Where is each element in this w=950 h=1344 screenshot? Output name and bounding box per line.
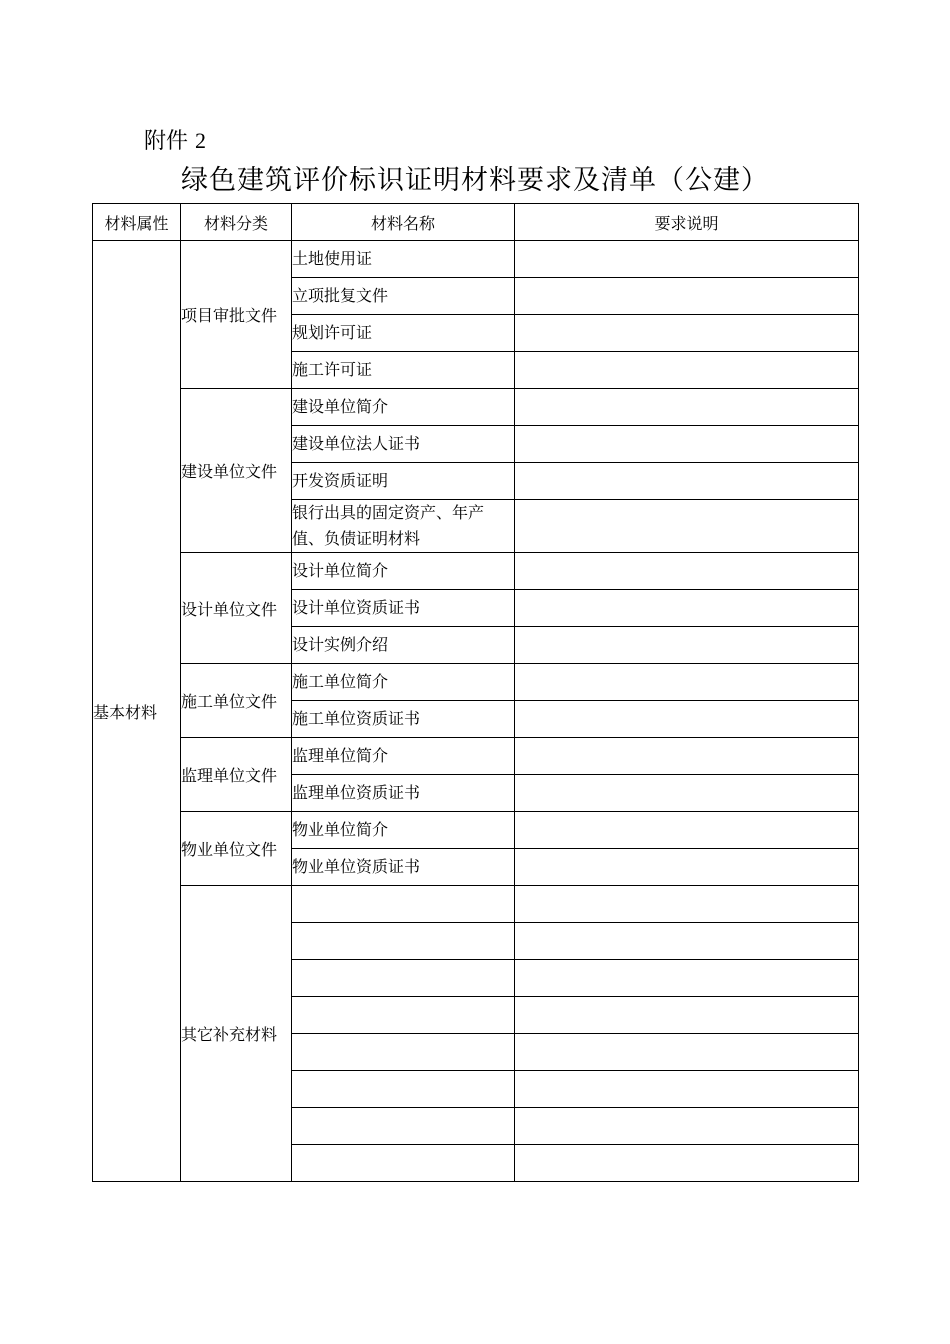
- material-name-cell: 施工许可证: [292, 352, 515, 389]
- material-name-cell: 银行出具的固定资产、年产值、负债证明材料: [292, 500, 515, 553]
- table-row: [93, 664, 859, 701]
- material-name-cell: 设计单位资质证书: [292, 590, 515, 627]
- requirement-cell: [515, 923, 859, 960]
- material-name-cell: [292, 923, 515, 960]
- material-name-cell: [292, 886, 515, 923]
- category-cell: 设计单位文件: [181, 553, 292, 664]
- material-name-cell: [292, 960, 515, 997]
- requirement-cell: [515, 849, 859, 886]
- category-cell: 监理单位文件: [181, 738, 292, 812]
- table-header-row: [93, 204, 859, 241]
- requirement-cell: [515, 1108, 859, 1145]
- material-name-cell: 物业单位资质证书: [292, 849, 515, 886]
- requirement-cell: [515, 627, 859, 664]
- category-cell: 其它补充材料: [181, 886, 292, 1182]
- requirement-cell: [515, 426, 859, 463]
- requirement-cell: [515, 389, 859, 426]
- requirement-cell: [515, 812, 859, 849]
- requirement-cell: [515, 1145, 859, 1182]
- requirement-cell: [515, 463, 859, 500]
- materials-table: [92, 203, 859, 1182]
- requirement-cell: [515, 553, 859, 590]
- header-material-name: 材料名称: [292, 204, 515, 241]
- requirement-cell: [515, 960, 859, 997]
- table-row: [93, 738, 859, 775]
- table-row: [93, 241, 859, 278]
- requirement-cell: [515, 664, 859, 701]
- requirement-cell: [515, 1071, 859, 1108]
- header-attribute: 材料属性: [93, 204, 181, 241]
- material-name-cell: [292, 1034, 515, 1071]
- material-name-cell: 开发资质证明: [292, 463, 515, 500]
- requirement-cell: [515, 738, 859, 775]
- table-row: [93, 389, 859, 426]
- material-name-cell: 监理单位简介: [292, 738, 515, 775]
- material-name-cell: 监理单位资质证书: [292, 775, 515, 812]
- document-title: 绿色建筑评价标识证明材料要求及清单（公建）: [181, 165, 769, 196]
- requirement-cell: [515, 886, 859, 923]
- category-cell: 项目审批文件: [181, 241, 292, 389]
- requirement-cell: [515, 500, 859, 553]
- material-name-cell: 物业单位简介: [292, 812, 515, 849]
- requirement-cell: [515, 278, 859, 315]
- requirement-cell: [515, 775, 859, 812]
- material-name-cell: [292, 997, 515, 1034]
- requirement-cell: [515, 352, 859, 389]
- material-name-cell: 设计实例介绍: [292, 627, 515, 664]
- material-name-cell: [292, 1071, 515, 1108]
- header-requirement: 要求说明: [515, 204, 859, 241]
- material-name-cell: 规划许可证: [292, 315, 515, 352]
- attachment-label: [144, 124, 206, 155]
- requirement-cell: [515, 315, 859, 352]
- requirement-cell: [515, 590, 859, 627]
- category-cell: 物业单位文件: [181, 812, 292, 886]
- requirement-cell: [515, 701, 859, 738]
- material-name-cell: 立项批复文件: [292, 278, 515, 315]
- attachment-number: 2: [195, 128, 207, 153]
- material-name-cell: 建设单位简介: [292, 389, 515, 426]
- material-name-cell: 施工单位简介: [292, 664, 515, 701]
- header-category: 材料分类: [181, 204, 292, 241]
- material-name-cell: 设计单位简介: [292, 553, 515, 590]
- requirement-cell: [515, 997, 859, 1034]
- requirement-cell: [515, 1034, 859, 1071]
- material-name-cell: 施工单位资质证书: [292, 701, 515, 738]
- attachment-prefix: 附件: [144, 129, 189, 154]
- material-name-cell: [292, 1108, 515, 1145]
- category-cell: 施工单位文件: [181, 664, 292, 738]
- material-name-cell: [292, 1145, 515, 1182]
- table-row: [93, 553, 859, 590]
- table-row: [93, 886, 859, 923]
- table-body: [93, 241, 859, 1182]
- material-name-cell: 土地使用证: [292, 241, 515, 278]
- material-name-cell: 建设单位法人证书: [292, 426, 515, 463]
- table-row: [93, 812, 859, 849]
- requirement-cell: [515, 241, 859, 278]
- category-cell: 建设单位文件: [181, 389, 292, 553]
- attribute-cell: 基本材料: [93, 241, 181, 1182]
